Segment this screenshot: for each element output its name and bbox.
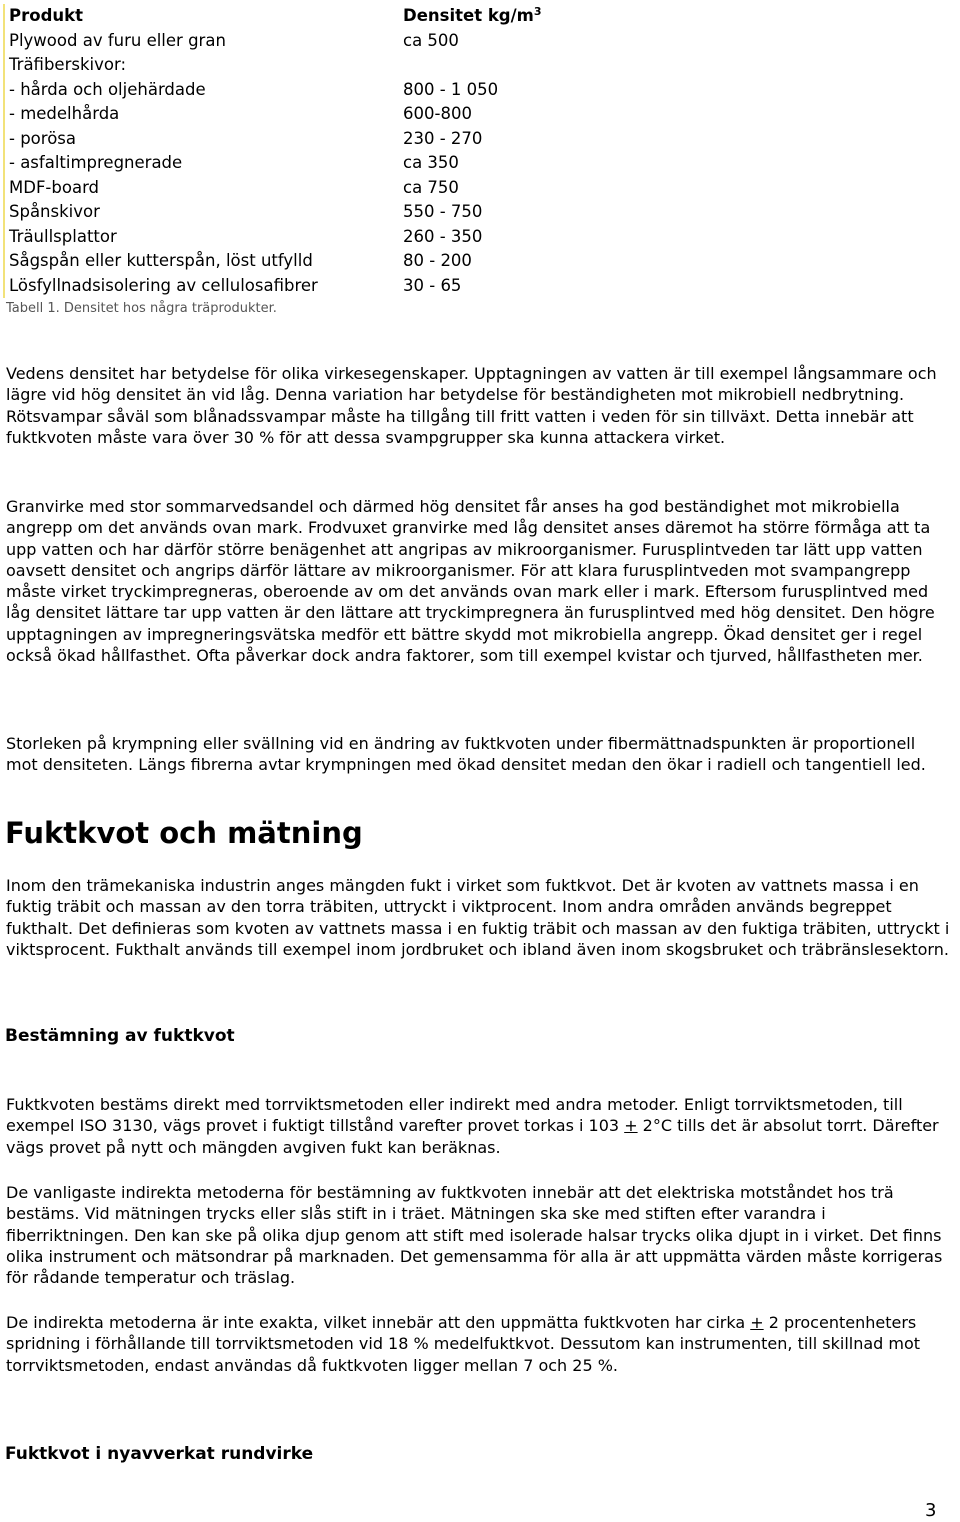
heading-rundvirke: Fuktkvot i nyavverkat rundvirke xyxy=(5,1444,314,1464)
header-density: Densitet $kg/m^3$ xyxy=(403,5,542,25)
row-product: Spånskivor xyxy=(9,202,100,221)
paragraph-shrinkage: Storleken på krympning eller svällning vid en ändring av fuktkvoten under fibermättnadspunkten är proportionell mot densiteten. Längs fibrerna avtar krympningen med ökad densitet medan den ökar i radiell och tangentiell led. xyxy=(6,734,926,775)
row-density: 260 - 350 xyxy=(403,226,483,246)
row-density: ca 500 xyxy=(403,30,459,50)
row-density: 80 - 200 xyxy=(403,251,472,270)
row-product: - hårda och oljehärdade xyxy=(9,79,206,99)
table-row xyxy=(5,29,555,54)
row-density: ca 750 xyxy=(403,177,459,197)
table-row xyxy=(5,127,555,152)
row-product: MDF-board xyxy=(9,177,100,197)
table-row xyxy=(5,274,555,299)
table-caption: Tabell 1. Densitet hos några träprodukter. xyxy=(6,301,277,316)
heading-fuktkvot: Fuktkvot och mätning xyxy=(5,816,363,850)
row-density: 800 - 1 050 xyxy=(403,79,499,99)
row-density: 30 - 65 xyxy=(403,275,462,295)
row-product: Plywood av furu eller gran xyxy=(9,30,226,50)
density-table xyxy=(3,4,555,298)
row-density: ca 350 xyxy=(403,153,459,172)
paragraph-moisture-ratio: Inom den trämekaniska industrin anges mängden fukt i virket som fuktkvot. Det är kvoten av vattnets massa i en fuktig träbit och massan av den torra träbiten, uttryckt i viktprocent. Inom andra områden används begreppet fukthalt. Det definieras som kvoten av vattnets massa i en fuktig träbit och massan av den fuktiga träbiten, uttryckt i viktsprocent. Fukthalt används till exempel inom jordbruket och ibland även inom skogsbruket och träbränslesektorn. xyxy=(6,876,950,959)
table-row xyxy=(5,200,555,225)
heading-bestamning: Bestämning av fuktkvot xyxy=(5,1026,235,1046)
table-body xyxy=(5,29,555,299)
paragraph-oven-dry-method: Fuktkvoten bestäms direkt med torrviktsmetoden eller indirekt med andra metoder. Enligt torrviktsmetoden, till exempel ISO 3130, vägs provet i fuktigt tillstånd varefter provet torkas i 103 + 2°C tills det är absolut torrt. Därefter vägs provet på nytt och mängden avgiven fukt kan beräknas. xyxy=(6,1095,939,1157)
row-product: Lösfyllnadsisolering av cellulosafibrer xyxy=(9,275,318,295)
paragraph-indirect-methods: De vanligaste indirekta metoderna för bestämning av fuktkvoten innebär att det elektriska motståndet hos trä bestäms. Vid mätningen trycks eller slås stift in i träet. Mätningen ska ske med stiften efter varandra i fiberriktningen. Den kan ske på olika djup genom att stift med isolerade halsar trycks olika djupt in i virket. Det finns olika instrument och mätsondrar på marknaden. Det gemensamma för alla är att uppmätta värden måste korrigeras för rådande temperatur och träslag. xyxy=(6,1183,943,1288)
table-row xyxy=(5,249,555,274)
row-product: - porösa xyxy=(9,128,76,148)
table-row xyxy=(5,102,555,127)
row-density: 600-800 xyxy=(403,104,472,123)
paragraph-spruce-pine: Granvirke med stor sommarvedsandel och därmed hög densitet får anses ha god beständighet mot mikrobiella angrepp om det används ovan mark. Frodvuxet granvirke med låg densitet anses däremot ha större förmåga att ta upp vatten och har därför större benägenhet att angripas av mikroorganismer. Furusplintveden tar lätt upp vatten oavsett densitet och angrips därför lättare av mikroorganismer. För att klara furusplintveden mot svampangrepp måste virket tryckimpregneras, oberoende av om det används ovan mark eller i mark. Eftersom furusplintved med låg densitet lättare tar upp vatten är den lättare att tryckimpregnera än furusplintved med hög densitet. Den högre upptagningen av impregneringsvätska medför ett bättre skydd mot mikrobiella angrepp. Ökad densitet ger i regel också ökad hållfasthet. Ofta påverkar dock andra faktorer, som till exempel kvistar och tjurved, hållfastheten mer. xyxy=(6,497,935,666)
table-row xyxy=(5,78,555,103)
page-number: 3 xyxy=(925,1500,937,1521)
row-product: Träfiberskivor: xyxy=(9,55,126,74)
paragraph-density-properties: Vedens densitet har betydelse för olika virkesegenskaper. Upptagningen av vatten är till exempel långsammare och lägre vid hög densitet än vid låg. Denna variation har betydelse för beständigheten mot mikrobiell nedbrytning. Rötsvampar såväl som blånadssvampar måste ha tillgång till fritt vatten i veden för sin tillväxt. Detta innebär att fuktkvoten måste vara över 30 % för att dessa svampgrupper ska kunna attackera virket. xyxy=(6,364,937,447)
header-product: Produkt xyxy=(9,6,83,25)
table-row xyxy=(5,151,555,176)
table-row xyxy=(5,53,555,78)
table-header-row xyxy=(5,4,555,29)
paragraph-accuracy: De indirekta metoderna är inte exakta, vilket innebär att den uppmätta fuktkvoten har cirka + 2 procentenheters spridning i förhållande till torrviktsmetoden vid 18 % medelfuktkvot. Dessutom kan instrumenten, till skillnad mot torrviktsmetoden, endast användas då fuktkvoten ligger mellan 7 och 25 %. xyxy=(6,1313,921,1375)
row-product: Träullsplattor xyxy=(9,226,117,246)
row-product: - asfaltimpregnerade xyxy=(9,153,183,172)
row-density: 230 - 270 xyxy=(403,128,483,148)
table-row xyxy=(5,225,555,250)
row-density: 550 - 750 xyxy=(403,202,483,221)
row-product: Sågspån eller kutterspån, löst utfylld xyxy=(9,251,313,270)
table-row xyxy=(5,176,555,201)
row-product: - medelhårda xyxy=(9,104,120,123)
